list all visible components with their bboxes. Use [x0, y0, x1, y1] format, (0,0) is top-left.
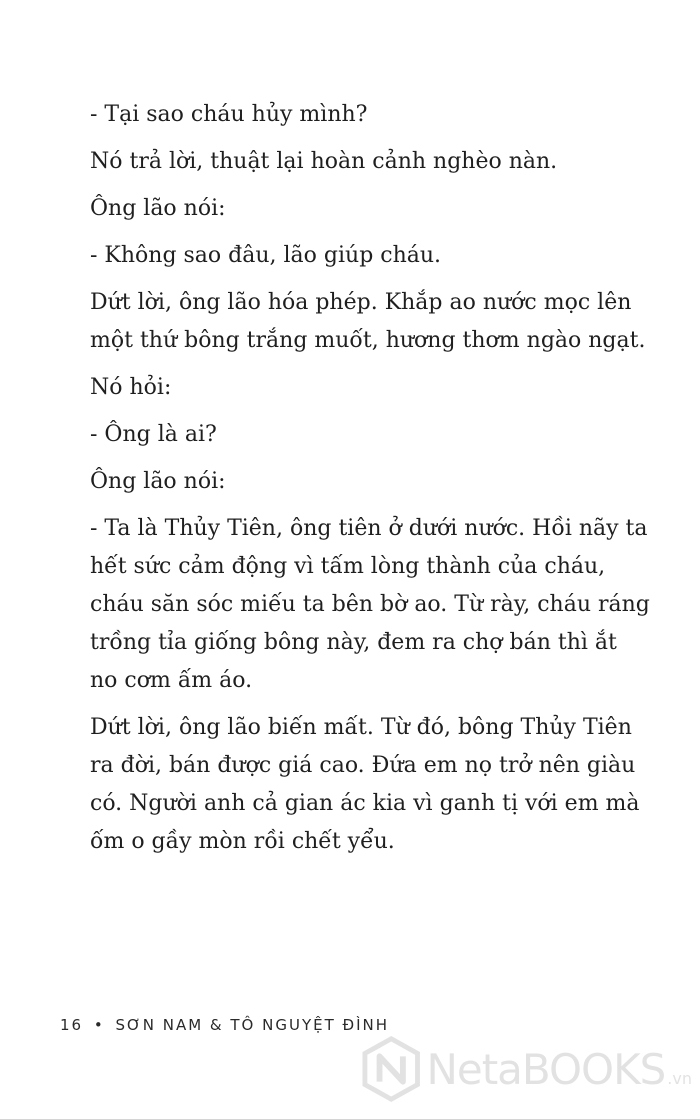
paragraph: Dứt lời, ông lão hóa phép. Khắp ao nước mọc lên một thứ bông trắng muốt, hương thơm ngào ngạt. [90, 290, 646, 353]
paragraph: Dứt lời, ông lão biến mất. Từ đó, bông Thủy Tiên ra đời, bán được giá cao. Đứa em nọ trở nên giàu có. Người anh cả gian ác kia vì ganh tị với em mà ốm o gầy mòn rồi chết yểu. [90, 715, 640, 854]
watermark-suffix: .vn [667, 1069, 692, 1088]
paragraph: - Ta là Thủy Tiên, ông tiên ở dưới nước. Hồi nãy ta hết sức cảm động vì tấm lòng thành của cháu, cháu săn sóc miếu ta bên bờ ao. Từ rày, cháu ráng trồng tỉa giống bông này, đem ra chợ bán thì ắt no cơm ấm áo. [90, 516, 650, 693]
footer-separator: • [93, 1016, 105, 1034]
paragraph: - Tại sao cháu hủy mình? [90, 102, 368, 127]
paragraph: - Ông là ai? [90, 422, 217, 447]
paragraph: Nó hỏi: [90, 375, 172, 400]
paragraph: Ông lão nói: [90, 196, 226, 221]
paragraph: - Không sao đâu, lão giúp cháu. [90, 243, 442, 268]
body-text [90, 96, 650, 870]
watermark-brand: NetaBOOKS [426, 1044, 666, 1094]
paragraph: Nó trả lời, thuật lại hoàn cảnh nghèo nàn. [90, 149, 558, 174]
page-footer [60, 1016, 389, 1034]
running-head: SƠN NAM & TÔ NGUYỆT ĐÌNH [115, 1016, 390, 1034]
watermark [362, 1034, 692, 1104]
neta-logo-icon [362, 1036, 420, 1102]
page-number: 16 [60, 1016, 84, 1034]
paragraph: Ông lão nói: [90, 469, 226, 494]
